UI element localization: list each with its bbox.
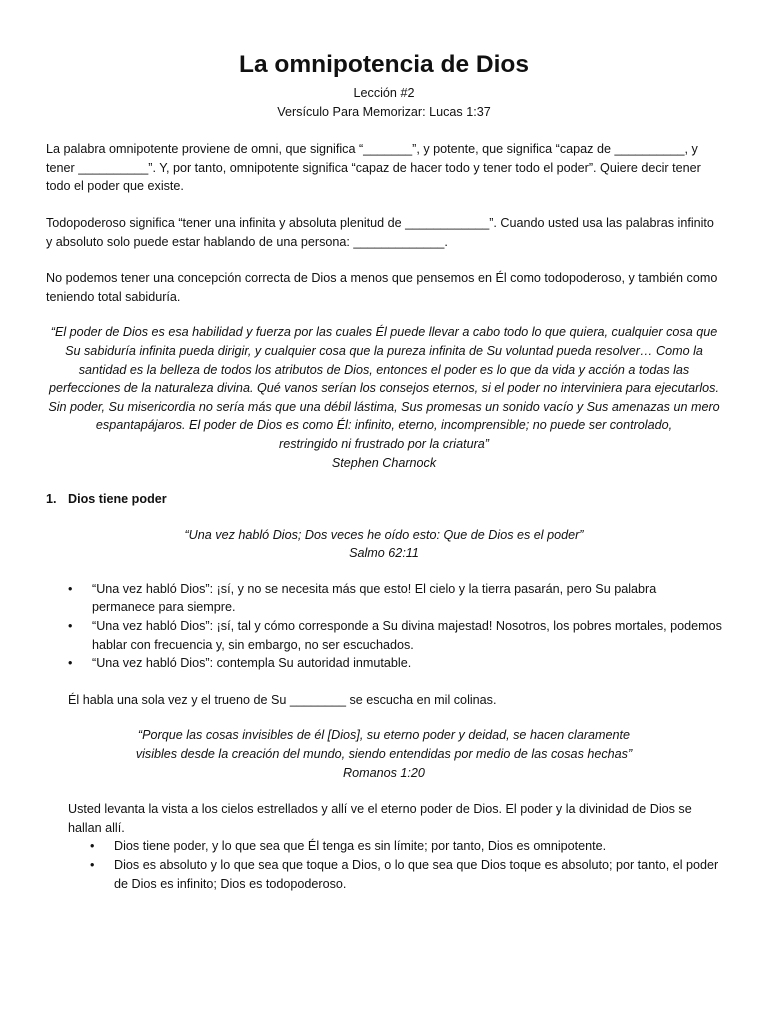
- list-item: • Dios es absoluto y lo que sea que toque a Dios, o lo que sea que Dios toque es absoluto; por tanto, el poder de Dios es infinito; Dios es todopoderoso.: [90, 856, 722, 893]
- paragraph-todopoderoso: Todopoderoso significa “tener una infinita y absoluta plenitud de ____________”. Cuando usted usa las palabras infinito y absoluto solo puede estar hablando de una persona: _____________.: [46, 215, 714, 249]
- list-item: • “Una vez habló Dios”: ¡sí, y no se necesita más que esto! El cielo y la tierra pasarán, pero Su palabra permanece para siempre.: [68, 580, 722, 617]
- thunder-line: Él habla una sola vez y el trueno de Su ________ se escucha en mil colinas.: [68, 692, 497, 707]
- romans-quote-line1: “Porque las cosas invisibles de él [Dios], su eterno poder y deidad, se hacen claramente: [137, 728, 631, 743]
- bullet-list-1: [46, 580, 722, 673]
- charnock-quote-author: Stephen Charnock: [331, 455, 437, 470]
- paragraph-cielos: Usted levanta la vista a los cielos estrellados y allí ve el eterno poder de Dios. El poder y la divinidad de Dios se hallan allí.: [68, 802, 692, 835]
- list-item: • “Una vez habló Dios”: contempla Su autoridad inmutable.: [68, 654, 722, 673]
- paragraph-concepcion: No podemos tener una concepción correcta de Dios a menos que pensemos en Él como todopoderoso, y también como teniendo total sabiduría.: [46, 271, 718, 304]
- psalm-quote-ref: Salmo 62:11: [349, 546, 419, 561]
- bullet-list-2: [46, 837, 722, 893]
- paragraph-omnipotente: La palabra omnipotente proviene de omni, que significa “_______”, y potente, que significa “capaz de __________, y tener __________”. Y, por tanto, omnipotente significa “capaz de hacer todo y tener todo el poder”. Quiere decir tener todo el poder que existe.: [46, 142, 701, 194]
- psalm-quote: [46, 526, 722, 563]
- page-title: La omnipotencia de Dios: [239, 51, 529, 78]
- list-item: • “Una vez habló Dios”: ¡sí, tal y cómo corresponde a Su divina majestad! Nosotros, los pobres mortales, podemos hablar con frecuencia y, sin embargo, no ser escuchados.: [68, 617, 722, 654]
- section-heading: [46, 490, 722, 509]
- charnock-quote-text-end: restringido ni frustrado por la criatura”: [279, 436, 489, 451]
- charnock-quote-text: “El poder de Dios es esa habilidad y fuerza por las cuales Él puede llevar a cabo todo lo que quiera, cualquier cosa que Su sabiduría infinita pueda dirigir, y cualquier cosa que la pureza infinita de Su voluntad pueda resolver… Como la santidad es la belleza de todos los atributos de Dios, entonces el poder es lo que da vida y acción a todas las perfecciones de la naturaleza divina. Qué vanos serían los consejos eternos, si el poder no interviniera para ejecutarlos. Sin poder, Su misericordia no sería más que una débil lástima, Sus promesas un sonido vacío y Sus amenazas un mero espantapájaros. El poder de Dios es como Él: infinito, eterno, incomprensible; no puede ser controlado,: [48, 325, 720, 433]
- romans-quote: [46, 726, 722, 782]
- charnock-quote: [46, 323, 722, 472]
- section-number: 1.: [46, 492, 57, 507]
- romans-quote-ref: Romanos 1:20: [343, 765, 425, 780]
- memory-verse: Versículo Para Memorizar: Lucas 1:37: [277, 104, 491, 119]
- romans-quote-line2: visibles desde la creación del mundo, siendo entendidas por medio de las cosas hechas”: [135, 747, 633, 762]
- section-title: Dios tiene poder: [68, 492, 167, 507]
- lesson-number: Lección #2: [353, 86, 415, 100]
- list-item: • Dios tiene poder, y lo que sea que Él tenga es sin límite; por tanto, Dios es omnipotente.: [90, 837, 722, 856]
- psalm-quote-text: “Una vez habló Dios; Dos veces he oído esto: Que de Dios es el poder”: [184, 527, 584, 542]
